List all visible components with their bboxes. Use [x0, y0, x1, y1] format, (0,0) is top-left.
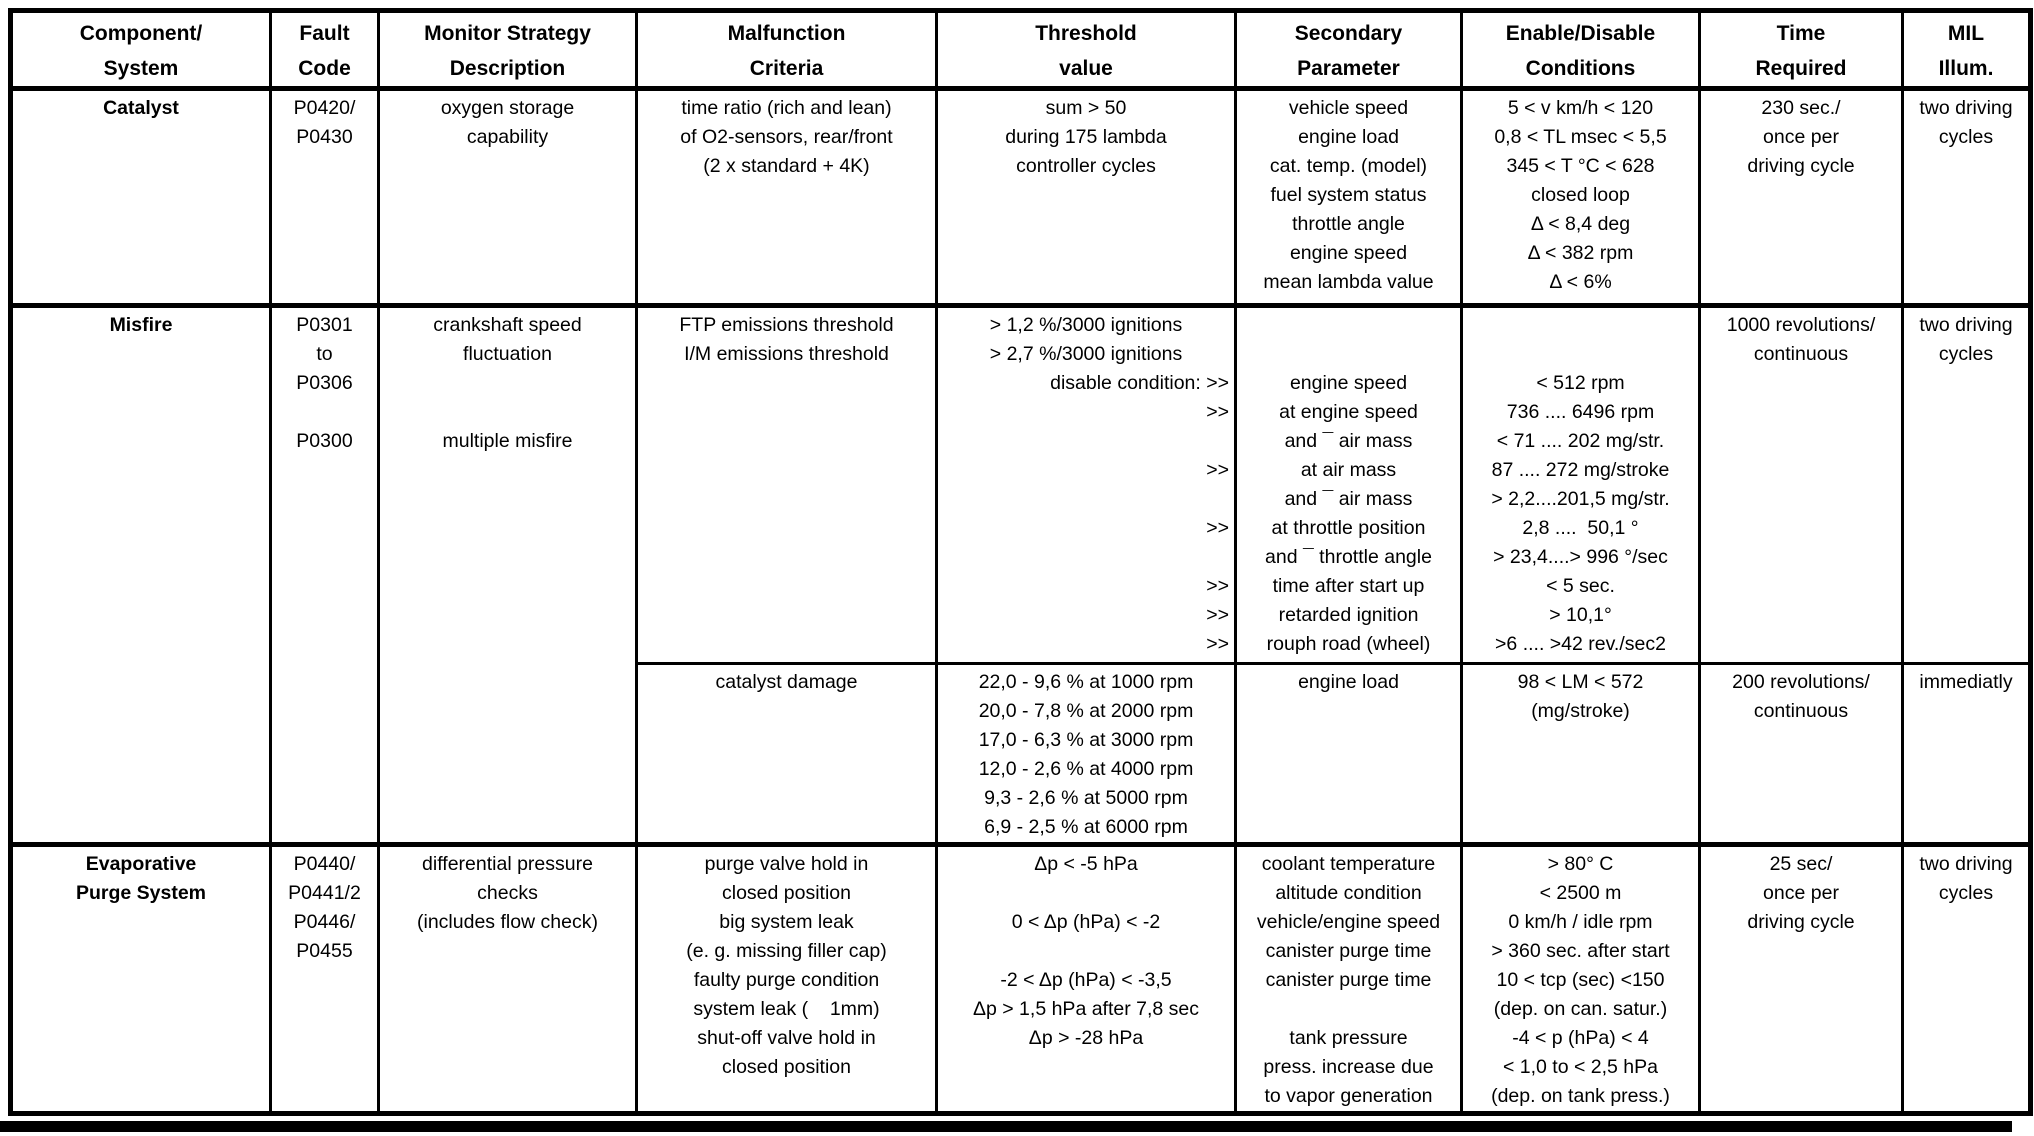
col-header-component-system: Component/ System: [11, 11, 271, 89]
cell-catdamage-enable-disable: 98 < LM < 572 (mg/stroke): [1462, 664, 1700, 845]
obd-monitoring-table: [8, 8, 2033, 1116]
col-header-enable-disable: Enable/Disable Conditions: [1462, 11, 1700, 89]
col-header-secondary-parameter: Secondary Parameter: [1236, 11, 1462, 89]
header-row: [11, 11, 2031, 89]
row-catalyst: [11, 89, 2031, 306]
cell-evap-component: Evaporative Purge System: [11, 845, 271, 1114]
cell-catdamage-time-required: 200 revolutions/ continuous: [1700, 664, 1903, 845]
col-header-malfunction-criteria: Malfunction Criteria: [637, 11, 937, 89]
cell-misfire-time-required: 1000 revolutions/ continuous: [1700, 306, 1903, 664]
cell-evap-enable-disable: > 80° C < 2500 m 0 km/h / idle rpm > 360 sec. after start 10 < tcp (sec) <150 (dep. on can. satur.) -4 < p (hPa) < 4 < 1,0 to < 2,5 hPa (dep. on tank press.): [1462, 845, 1700, 1114]
col-header-time-required: Time Required: [1700, 11, 1903, 89]
cell-catalyst-threshold-value: sum > 50 during 175 lambda controller cycles: [937, 89, 1236, 306]
cell-evap-monitor-strategy: differential pressure checks (includes flow check): [379, 845, 637, 1114]
cell-catalyst-monitor-strategy: oxygen storage capability: [379, 89, 637, 306]
cell-catalyst-fault-code: P0420/ P0430: [271, 89, 379, 306]
cell-catalyst-component: Catalyst: [11, 89, 271, 306]
cell-misfire-malfunction-criteria: FTP emissions threshold I/M emissions threshold: [637, 306, 937, 664]
cell-catalyst-enable-disable: 5 < v km/h < 120 0,8 < TL msec < 5,5 345 < T °C < 628 closed loop Δ < 8,4 deg Δ < 382 rpm Δ < 6%: [1462, 89, 1700, 306]
cell-misfire-enable-disable: < 512 rpm 736 .... 6496 rpm < 71 .... 202 mg/str. 87 .... 272 mg/stroke > 2,2....201,5 mg/str. 2,8 .... 50,1 ° > 23,4....> 996 °/sec < 5 sec. > 10,1° >6 .... >42 rev./sec2: [1462, 306, 1700, 664]
cell-misfire-secondary-parameter: engine speed at engine speed and ¯ air mass at air mass and ¯ air mass at throttle position and ¯ throttle angle time after start up retarded ignition rouph road (wheel): [1236, 306, 1462, 664]
cell-catalyst-time-required: 230 sec./ once per driving cycle: [1700, 89, 1903, 306]
cell-misfire-component: Misfire: [11, 306, 271, 845]
misfire-threshold-disable-conditions: disable condition: >> >> >> >> >> >> >>: [1050, 372, 1229, 655]
cell-misfire-monitor-strategy: crankshaft speed fluctuation multiple misfire: [379, 306, 637, 845]
row-evaporative-purge: [11, 845, 2031, 1114]
cell-misfire-threshold-value: [937, 306, 1236, 664]
col-header-threshold-value: Threshold value: [937, 11, 1236, 89]
cell-misfire-fault-code: P0301 to P0306 P0300: [271, 306, 379, 845]
cell-catdamage-malfunction-criteria: catalyst damage: [637, 664, 937, 845]
cell-catalyst-malfunction-criteria: time ratio (rich and lean) of O2-sensors, rear/front (2 x standard + 4K): [637, 89, 937, 306]
cell-evap-mil-illum: two driving cycles: [1903, 845, 2031, 1114]
col-header-mil-illum: MIL Illum.: [1903, 11, 2031, 89]
cell-catalyst-secondary-parameter: vehicle speed engine load cat. temp. (model) fuel system status throttle angle engine speed mean lambda value: [1236, 89, 1462, 306]
misfire-threshold-main: > 1,2 %/3000 ignitions > 2,7 %/3000 ignitions: [989, 314, 1183, 365]
row-misfire: [11, 306, 2031, 664]
cell-misfire-mil-illum: two driving cycles: [1903, 306, 2031, 664]
cell-evap-threshold-value: Δp < -5 hPa 0 < Δp (hPa) < -2 -2 < Δp (hPa) < -3,5 Δp > 1,5 hPa after 7,8 sec Δp > -28 hPa: [937, 845, 1236, 1114]
cell-evap-time-required: 25 sec/ once per driving cycle: [1700, 845, 1903, 1114]
cell-evap-malfunction-criteria: purge valve hold in closed position big system leak (e. g. missing filler cap) faulty purge condition system leak ( 1mm) shut-off valve hold in closed position: [637, 845, 937, 1114]
page-bottom-rule: [0, 1121, 2012, 1132]
cell-catdamage-threshold-value: 22,0 - 9,6 % at 1000 rpm 20,0 - 7,8 % at 2000 rpm 17,0 - 6,3 % at 3000 rpm 12,0 - 2,6 % at 4000 rpm 9,3 - 2,6 % at 5000 rpm 6,9 - 2,5 % at 6000 rpm: [937, 664, 1236, 845]
col-header-monitor-strategy: Monitor Strategy Description: [379, 11, 637, 89]
cell-catalyst-mil-illum: two driving cycles: [1903, 89, 2031, 306]
cell-evap-fault-code: P0440/ P0441/2 P0446/ P0455: [271, 845, 379, 1114]
cell-catdamage-mil-illum: immediatly: [1903, 664, 2031, 845]
cell-catdamage-secondary-parameter: engine load: [1236, 664, 1462, 845]
cell-evap-secondary-parameter: coolant temperature altitude condition vehicle/engine speed canister purge time canister purge time tank pressure press. increase due to vapor generation: [1236, 845, 1462, 1114]
col-header-fault-code: Fault Code: [271, 11, 379, 89]
